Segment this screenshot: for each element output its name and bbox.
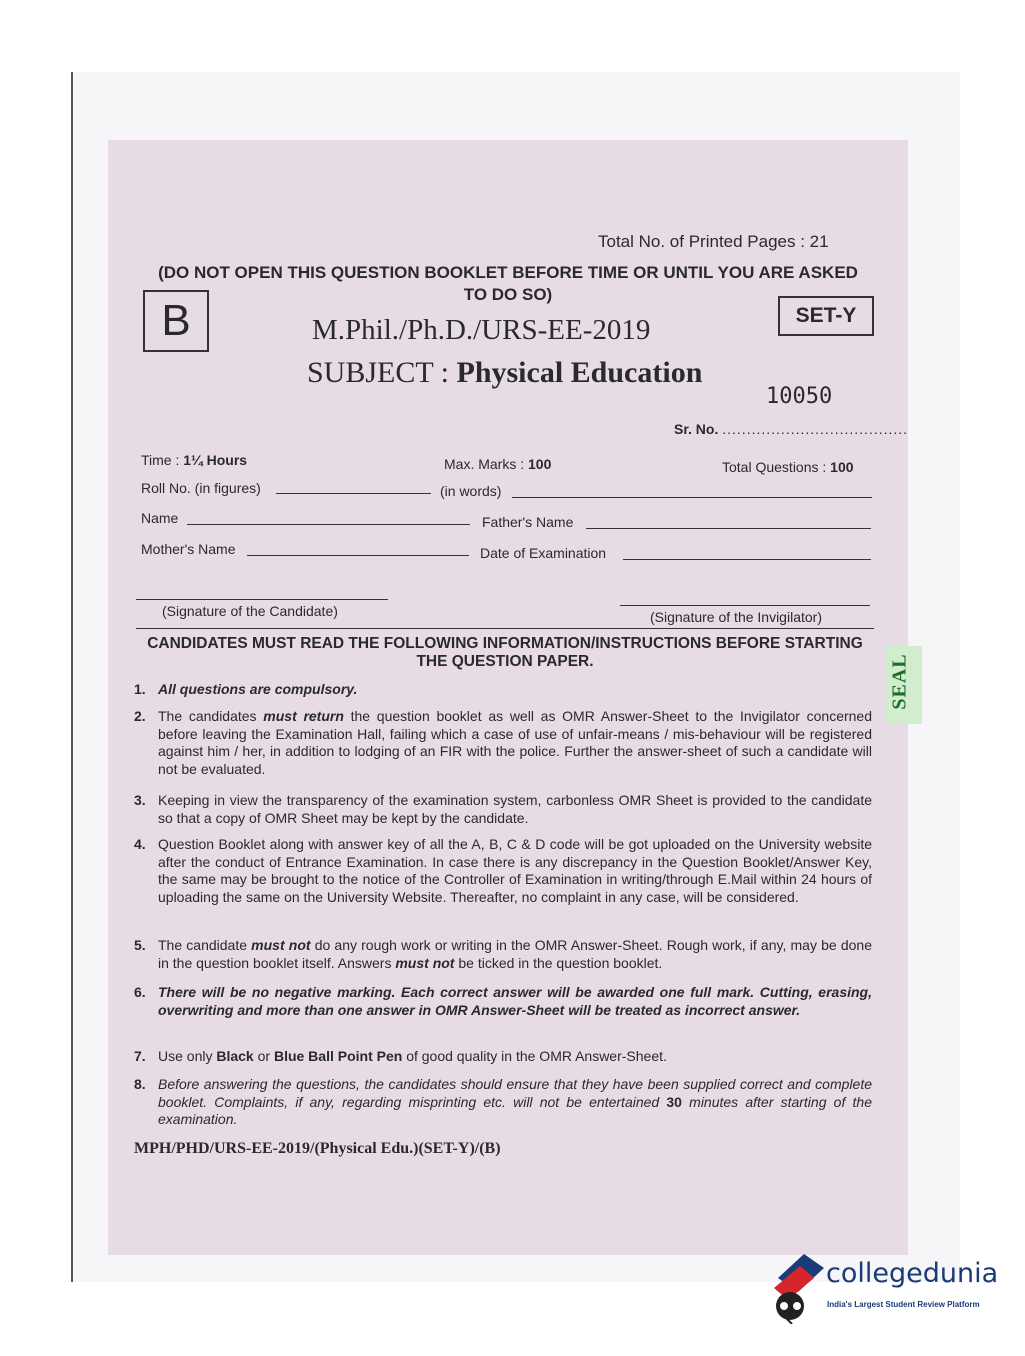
sr-no (674, 421, 908, 437)
name-line[interactable] (187, 524, 470, 525)
max-marks-value: 100 (528, 456, 552, 472)
instruction-number: 5. (134, 937, 146, 953)
max-marks-field: Max. Marks : 100 (444, 456, 552, 472)
time-value: 1¼ Hours (183, 452, 248, 468)
logo-tagline: India's Largest Student Review Platform (827, 1300, 980, 1309)
collegedunia-logo (770, 1248, 1000, 1324)
subject-name: Physical Education (456, 356, 703, 389)
instruction-number: 7. (134, 1048, 146, 1064)
instruction-text (158, 836, 872, 906)
instructions-heading: CANDIDATES MUST READ THE FOLLOWING INFORMATION/INSTRUCTIONS BEFORE STARTING THE QUESTION PAPER. (147, 635, 863, 670)
roll-words-line[interactable] (512, 497, 872, 498)
date-line[interactable] (623, 559, 871, 560)
candidate-signature-line[interactable] (136, 599, 388, 600)
candidate-signature-label: (Signature of the Candidate) (162, 603, 338, 619)
scan-edge (71, 72, 73, 1282)
name-label: Name (141, 510, 179, 526)
serial-number: 10050 (766, 384, 833, 409)
instruction-text (158, 1048, 872, 1066)
instruction-item (134, 1076, 872, 1129)
instruction-fragment: must return (263, 708, 344, 724)
printed-pages: Total No. of Printed Pages : 21 (598, 232, 829, 251)
divider (136, 628, 874, 629)
instruction-fragment: The candidates (158, 708, 264, 724)
footer-code: MPH/PHD/URS-EE-2019/(Physical Edu.)(SET-Y)/(B) (134, 1140, 501, 1157)
instruction-fragment: Blue Ball Point Pen (273, 1048, 403, 1064)
instruction-text (158, 681, 872, 699)
roll-words-label: (in words) (440, 483, 502, 499)
seal-stamp: SEAL (886, 646, 922, 724)
instruction-text (158, 937, 872, 972)
roll-figures-line[interactable] (276, 493, 431, 494)
mother-name-label: Mother's Name (141, 541, 236, 557)
exam-title: M.Phil./Ph.D./URS-EE-2019 (312, 314, 651, 346)
instruction-fragment: There will be no negative marking. Each correct answer will be awarded one full mark. Cutting, erasing, overwriting and more than one answer in OMR Answer-Sheet will be treated as incorrect answer. (158, 984, 872, 1018)
instruction-fragment: All questions are compulsory. (158, 681, 358, 697)
instruction-number: 8. (134, 1076, 146, 1092)
time-field: Time : 1¼ Hours (141, 452, 248, 468)
total-questions-value: 100 (830, 459, 854, 475)
instruction-number: 1. (134, 681, 146, 697)
mother-name-line[interactable] (247, 555, 469, 556)
father-name-label: Father's Name (482, 514, 574, 530)
instruction-fragment: the question booklet as well as OMR Answer-Sheet to the Invigilator concerned before leaving the Examination Hall, failing which a case of use of unfair-means / mis-behaviour will be registered against him / her, in addition to lodging of an FIR with the police. Further the answer-sheet of such a candidate will not be evaluated. (158, 708, 872, 777)
instruction-fragment: must not (251, 937, 311, 953)
instruction-item (134, 836, 872, 906)
instruction-fragment: must not (395, 954, 455, 971)
subject-line (307, 356, 702, 390)
invigilator-signature-line[interactable] (620, 605, 870, 606)
instruction-item (134, 984, 872, 1019)
sr-no-label: Sr. No. (674, 421, 719, 437)
instruction-fragment: of good quality in the OMR Answer-Sheet. (402, 1048, 667, 1064)
instruction-fragment: 30 (666, 1093, 682, 1110)
instruction-fragment: Use only (158, 1048, 217, 1064)
instruction-text (158, 1076, 872, 1129)
booklet-code-box: B (143, 290, 209, 352)
sr-no-blank: ...................................... (722, 421, 909, 437)
instruction-text (158, 984, 872, 1019)
instruction-item (134, 792, 872, 827)
instruction-fragment: do any rough work or writing in the OMR Answer-Sheet. Rough work, if any, may be done in the question booklet itself. Answers (158, 937, 872, 971)
father-name-line[interactable] (586, 528, 871, 529)
instruction-number: 6. (134, 984, 146, 1000)
total-questions-field: Total Questions : 100 (722, 459, 854, 475)
instruction-item (134, 708, 872, 778)
roll-figures-label: Roll No. (in figures) (141, 480, 261, 496)
instruction-fragment: Before answering the questions, the candidates should ensure that they have been supplied correct and complete booklet. Complaints, if any, regarding misprinting etc. will not be entertained (158, 1076, 872, 1110)
instruction-item (134, 937, 872, 972)
instruction-fragment: Question Booklet along with answer key of all the A, B, C & D code will be got uploaded on the University website after the conduct of Entrance Examination. In case there is any discrepancy in the Question Booklet/Answer Key, the same may be brought to the notice of the Controller of Examination in writing/through E.Mail within 24 hours of uploading the same on the University Website. Thereafter, no complaint in any case, will be considered. (158, 836, 872, 905)
invigilator-signature-label: (Signature of the Invigilator) (650, 609, 822, 625)
instruction-text (158, 792, 872, 827)
instruction-item (134, 1048, 872, 1066)
date-label: Date of Examination (480, 545, 607, 561)
instruction-text (158, 708, 872, 778)
instruction-fragment: The candidate (158, 937, 252, 953)
instruction-fragment: minutes after starting of the examination. (158, 1093, 872, 1127)
instruction-fragment: be ticked in the question booklet. (454, 954, 663, 971)
do-not-open-warning: (DO NOT OPEN THIS QUESTION BOOKLET BEFORE TIME OR UNTIL YOU ARE ASKED TO DO SO) (158, 263, 858, 304)
instruction-number: 4. (134, 836, 146, 852)
set-box: SET-Y (778, 296, 874, 336)
instruction-item (134, 681, 872, 699)
instruction-fragment: Keeping in view the transparency of the examination system, carbonless OMR Sheet is provided to the candidate so that a copy of OMR Sheet may be kept by the candidate. (158, 792, 872, 826)
instruction-fragment: or (253, 1048, 274, 1064)
logo-wordmark: collegedunia (826, 1258, 999, 1289)
instruction-number: 2. (134, 708, 146, 724)
instruction-fragment: Black (216, 1048, 254, 1064)
subject-label: SUBJECT : (307, 356, 449, 389)
mascot-icon (770, 1248, 826, 1324)
instruction-number: 3. (134, 792, 146, 808)
